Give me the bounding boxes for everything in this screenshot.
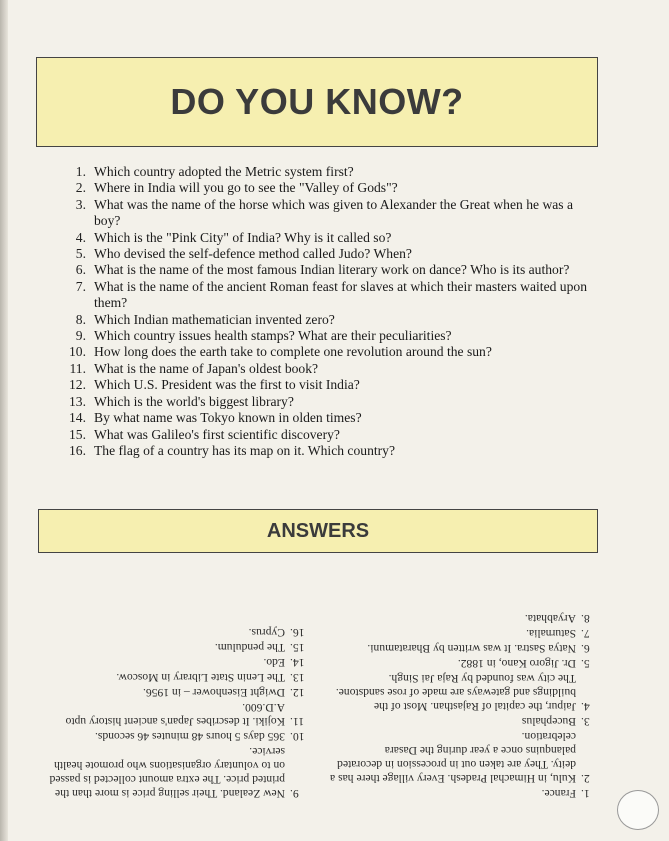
question-number: 7. [75, 278, 86, 294]
question-item [52, 262, 592, 278]
answer-text: Saturnalia. [526, 627, 576, 640]
question-text: The flag of a country has its map on it. Which country? [94, 442, 395, 458]
question-number: 13. [69, 393, 86, 409]
answer-text: The pendulum. [214, 641, 285, 654]
question-number: 15. [69, 426, 86, 442]
question-text: Who devised the self-defence method called Judo? When? [94, 246, 412, 262]
answer-item [329, 786, 598, 800]
question-item [52, 427, 592, 443]
question-number: 6. [75, 262, 86, 278]
answer-item [38, 625, 307, 639]
answer-item [38, 685, 307, 699]
answer-number: 4. [581, 700, 590, 713]
question-text: How long does the earth take to complete one revolution around the sun? [94, 344, 492, 360]
answer-number: 13. [290, 671, 305, 684]
question-number: 1. [75, 164, 86, 179]
answer-number: 5. [581, 657, 590, 670]
answer-text: 365 days 5 hours 48 minutes 46 seconds. [95, 730, 285, 743]
answers-heading: ANSWERS [266, 519, 370, 542]
question-number: 3. [75, 196, 86, 212]
question-item [52, 230, 592, 246]
answer-number: 6. [581, 642, 590, 655]
question-text: What was the name of the horse which was given to Alexander the Great when he was a boy? [94, 196, 574, 229]
question-item [52, 197, 592, 230]
question-text: Which is the world's biggest library? [94, 393, 294, 409]
answers-column-left [329, 574, 598, 800]
answer-number: 11. [290, 715, 305, 728]
answer-number: 16. [290, 626, 305, 639]
answer-item [329, 714, 598, 728]
answer-number: 7. [581, 627, 590, 640]
answer-number: 9. [290, 787, 299, 800]
answer-item [329, 729, 598, 785]
answer-item [329, 656, 598, 670]
answer-number: 14. [290, 656, 305, 669]
answer-text: Edo. [263, 656, 285, 669]
page-edge [0, 0, 8, 841]
question-item [52, 410, 592, 426]
answer-item [329, 626, 598, 640]
answer-text: Dwight Eisenhower – in 1956. [142, 686, 285, 699]
answer-number: 2. [581, 772, 590, 785]
answer-text: Jaipur, the capital of Rajasthan. Most of the buildings and gateways are made of rose sandstone. The city was founded by Raja Jai Singh. [335, 672, 576, 713]
answer-text: Dr. Jigoro Kano, in 1882. [457, 657, 576, 670]
question-number: 8. [75, 311, 86, 327]
question-text: Where in India will you go to see the "Valley of Gods"? [94, 180, 398, 196]
answer-text: New Zealand. Their selling price is more than the printed price. The extra amount collected is passed on to voluntary organisations who promote health service. [49, 745, 285, 800]
answer-number: 15. [290, 641, 305, 654]
answer-item [329, 671, 598, 713]
question-item [52, 246, 592, 262]
question-number: 10. [69, 344, 86, 360]
answer-number: 8. [581, 612, 590, 625]
question-text: By what name was Tokyo known in olden times? [94, 410, 362, 426]
answer-item [38, 744, 307, 800]
question-text: Which country adopted the Metric system first? [94, 164, 354, 179]
answer-number: 10. [290, 730, 305, 743]
question-text: Which U.S. President was the first to visit India? [94, 377, 360, 393]
answer-item [38, 670, 307, 684]
page-title: DO YOU KNOW? [170, 81, 464, 122]
answer-number: 3. [581, 715, 590, 728]
answer-item [38, 655, 307, 669]
question-text: What is the name of Japan's oldest book? [94, 360, 319, 376]
answers-banner [38, 509, 598, 553]
question-number: 14. [69, 410, 86, 426]
question-text: What is the name of the most famous Indian literary work on dance? Who is its author? [94, 262, 570, 278]
question-item [52, 344, 592, 360]
answer-text: Bucephalus [521, 715, 576, 728]
question-item [52, 377, 592, 393]
question-item [52, 394, 592, 410]
answer-text: France. [541, 787, 576, 800]
question-item [52, 164, 592, 180]
answer-number: 1. [581, 787, 590, 800]
answer-item [38, 700, 307, 728]
answer-item [38, 640, 307, 654]
answer-item [38, 729, 307, 743]
question-text: Which country issues health stamps? What are their peculiarities? [94, 328, 452, 344]
library-stamp [617, 790, 659, 830]
question-item [52, 328, 592, 344]
answer-text: Kulu, in Himachal Pradesh. Every village there has a deity. They are taken out in procession in decorated palanquins once a year during the Dasara celebration. [330, 730, 576, 785]
question-item [52, 180, 592, 196]
question-number: 16. [69, 442, 86, 458]
answer-text: Kojiki. It describes Japan's ancient history upto A.D.600. [65, 701, 285, 728]
title-banner [36, 57, 598, 147]
question-number: 4. [75, 229, 86, 245]
answer-text: Aryabhata. [524, 612, 576, 625]
answer-text: Natya Sastra. It was written by Bharatamuni. [367, 642, 576, 655]
question-item [52, 312, 592, 328]
answers-upside-down [38, 574, 598, 800]
answer-item [329, 611, 598, 625]
question-text: What is the name of the ancient Roman feast for slaves at which their masters waited upon them? [94, 278, 587, 311]
question-number: 11. [69, 360, 86, 376]
question-item [52, 361, 592, 377]
questions-list [52, 164, 592, 459]
answer-number: 12. [290, 686, 305, 699]
answers-column-right [38, 574, 307, 800]
question-item [52, 443, 592, 459]
answer-text: Cyprus. [248, 626, 285, 639]
question-item [52, 279, 592, 312]
question-number: 2. [75, 180, 86, 196]
question-number: 9. [75, 328, 86, 344]
question-number: 5. [75, 246, 86, 262]
question-text: Which is the "Pink City" of India? Why is it called so? [94, 229, 392, 245]
answer-item [329, 641, 598, 655]
question-text: What was Galileo's first scientific discovery? [94, 426, 340, 442]
question-number: 12. [69, 377, 86, 393]
question-text: Which Indian mathematician invented zero? [94, 311, 335, 327]
answer-text: The Lenin State Library in Moscow. [116, 671, 285, 684]
